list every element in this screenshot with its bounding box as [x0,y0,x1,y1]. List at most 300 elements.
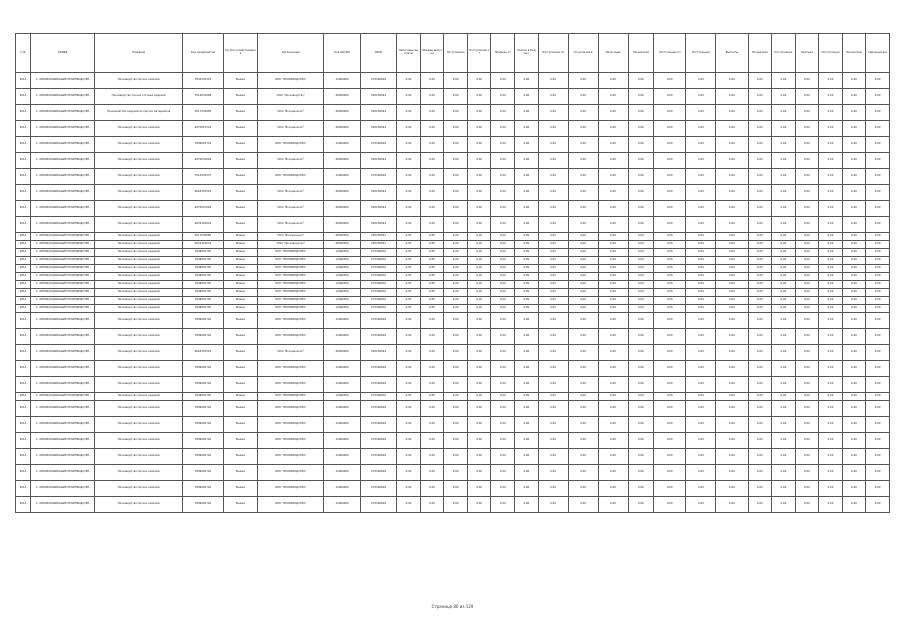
table-cell: 7806002720 [183,313,224,329]
table-cell: 0,00 [842,233,866,241]
table-cell: 0,00 [598,289,628,297]
table-cell: 0,00 [716,153,748,169]
table-cell: 0,00 [654,497,686,513]
table-cell: 0,00 [515,313,539,329]
table-cell: 0,00 [842,273,866,281]
table-row [16,201,890,217]
table-cell: 0,00 [795,217,819,233]
table-cell: 0,00 [842,481,866,497]
table-cell: 0,00 [842,345,866,361]
table-cell: 2016 [16,169,31,185]
table-cell: 0,00 [598,217,628,233]
table-cell: 0,00 [467,89,491,105]
table-cell: 0,00 [515,449,539,465]
table-cell: 0,00 [866,417,890,433]
table-cell: 0,00 [598,257,628,265]
table-cell: 0,00 [598,481,628,497]
table-cell: 0,00 [628,241,654,249]
table-cell: 0,00 [568,361,598,377]
table-cell: С. ОБРАБАТЫВАЮЩИЕ ПРОИЗВОДСТВА [30,217,94,233]
table-cell: 0,00 [397,345,421,361]
table-cell: 0,00 [444,153,468,169]
table-cell: 0,00 [866,305,890,313]
table-cell: ООО "ПРОИЗВОДСТВО" [258,137,324,153]
table-cell: 0,00 [748,273,772,281]
table-cell: Малые [223,185,257,201]
table-cell: Малые [223,329,257,345]
table-cell: ООО "Производство" [258,241,324,249]
table-cell: 0,00 [515,377,539,393]
table-cell: ООО "Воскресенск" [258,217,324,233]
table-cell: ООО "ПРОИЗВОДСТВО" [258,481,324,497]
table-cell: 0,00 [866,465,890,481]
column-header: Показатели [748,34,772,73]
table-cell: 0,00 [866,433,890,449]
table-cell: 0,00 [866,257,890,265]
table-cell: 0,00 [842,377,866,393]
table-cell: 0,00 [420,433,444,449]
table-cell: 0,00 [654,233,686,241]
table-cell: 7806002720 [183,377,224,393]
page-footer: Страница 80 из 129 [431,604,474,609]
table-cell: 0,00 [686,121,716,137]
table-cell: Производство прочих изделий [95,249,183,257]
table-cell: 0,00 [538,241,568,249]
table-cell: 0,00 [491,73,515,89]
table-cell: 0,00 [515,417,539,433]
table-cell: 0,00 [397,393,421,401]
column-header: Организация [258,34,324,73]
table-cell: ООО "ПРОИЗВОДСТВО" [258,281,324,289]
table-cell: 0,00 [772,241,796,249]
table-cell: 0,00 [716,497,748,513]
table-cell: 0,00 [538,297,568,305]
table-cell: Производство прочих изделий [95,465,183,481]
table-cell: 0,00 [491,153,515,169]
table-cell: 7806002720 [183,257,224,265]
table-cell: 0,00 [628,137,654,153]
column-header: Поступления от [467,34,491,73]
table-cell: 0,00 [654,257,686,265]
table-cell: 0,00 [716,217,748,233]
table-cell: 0,00 [491,465,515,481]
table-cell: 0,00 [654,305,686,313]
table-cell: 0,00 [444,273,468,281]
table-cell: 0,00 [538,393,568,401]
table-cell: 574496649 [360,433,396,449]
table-cell: 0,00 [568,305,598,313]
table-cell: 0,00 [686,265,716,273]
table-cell: 14000000 [324,377,360,393]
table-cell: 6664332525 [183,185,224,201]
table-cell: Малые [223,465,257,481]
table-cell: 0,00 [819,297,843,305]
table-cell: 0,00 [538,289,568,297]
table-cell: 0,00 [467,281,491,289]
table-cell: 0,00 [515,137,539,153]
table-cell: 0,00 [686,481,716,497]
table-cell: 0,00 [772,201,796,217]
table-cell: 0,00 [568,217,598,233]
table-cell: 7806002720 [183,449,224,465]
table-cell: 0,00 [444,289,468,297]
table-cell: 0,00 [628,377,654,393]
table-cell: 0,00 [568,465,598,481]
table-cell: 0,00 [491,201,515,217]
table-cell: 0,00 [515,201,539,217]
table-cell: Малые [223,257,257,265]
table-cell: 0,00 [568,169,598,185]
table-cell: 0,00 [444,481,468,497]
table-cell: 2016 [16,305,31,313]
table-cell: 0,00 [748,281,772,289]
table-cell: 505238564 [360,89,396,105]
table-cell: 0,00 [654,313,686,329]
table-row [16,401,890,417]
table-cell: Производство прочих изделий [95,153,183,169]
table-cell: 0,00 [654,265,686,273]
table-cell: 0,00 [686,305,716,313]
table-cell: 14000000 [324,73,360,89]
table-cell: 0,00 [538,281,568,289]
table-cell: 0,00 [568,153,598,169]
table-cell: 0,00 [795,481,819,497]
table-cell: 2016 [16,233,31,241]
table-cell: ООО "Воскресенск" [258,105,324,121]
table-cell: 0,00 [397,201,421,217]
table-cell: 0,00 [716,401,748,417]
table-cell: 0,00 [598,185,628,201]
table-cell: 0,00 [598,241,628,249]
table-cell: 0,00 [795,401,819,417]
table-cell: 0,00 [467,169,491,185]
table-cell: 0,00 [515,185,539,201]
table-cell: 0,00 [716,137,748,153]
table-cell: 0,00 [772,121,796,137]
table-cell: 0,00 [467,329,491,345]
table-cell: 0,00 [397,305,421,313]
table-cell: 0,00 [491,169,515,185]
table-cell: 14000000 [324,169,360,185]
table-cell: 0,00 [819,137,843,153]
table-cell: 0,00 [420,289,444,297]
table-cell: 574496649 [360,169,396,185]
table-cell: 0,00 [628,361,654,377]
table-cell: Производство прочих изделий [95,329,183,345]
table-cell: 5017232685 [183,105,224,121]
table-cell: 0,00 [467,265,491,273]
table-cell: Производство прочих изделий [95,265,183,273]
table-cell: 14000000 [324,481,360,497]
table-cell: 46000000 [324,185,360,201]
table-cell: 0,00 [686,281,716,289]
table-cell: 0,00 [444,393,468,401]
table-cell: 0,00 [866,401,890,417]
table-cell: 0,00 [628,169,654,185]
table-cell: 0,00 [795,361,819,377]
table-cell: 0,00 [420,257,444,265]
column-header: ОКВЭД [30,34,94,73]
table-cell: 0,00 [515,297,539,305]
table-cell: 0,00 [795,249,819,257]
table-cell: 0,00 [515,281,539,289]
table-cell: С. ОБРАБАТЫВАЮЩИЕ ПРОИЗВОДСТВА [30,233,94,241]
table-cell: 0,00 [444,345,468,361]
table-cell: 0,00 [628,281,654,289]
table-cell: 0,00 [819,481,843,497]
table-cell: 0,00 [866,169,890,185]
table-cell: 0,00 [866,201,890,217]
table-cell: 574496649 [360,393,396,401]
table-cell: Малые [223,297,257,305]
table-cell: 0,00 [795,305,819,313]
table-cell: Малые [223,169,257,185]
table-cell: 0,00 [444,265,468,273]
table-cell: 0,00 [628,449,654,465]
table-cell: 0,00 [686,89,716,105]
table-cell: 6670047524 [183,121,224,137]
table-cell: С. ОБРАБАТЫВАЮЩИЕ ПРОИЗВОДСТВА [30,137,94,153]
table-cell: Малые [223,433,257,449]
table-cell: 6654342616 [183,217,224,233]
table-cell: Малые [223,89,257,105]
table-cell: Производство прочих изделий [95,433,183,449]
table-cell: 0,00 [467,313,491,329]
table-cell: 0,00 [772,73,796,89]
table-row [16,185,890,201]
table-cell: 505238564 [360,345,396,361]
table-cell: 0,00 [654,465,686,481]
table-cell: 0,00 [772,329,796,345]
table-cell: 0,00 [420,273,444,281]
table-cell: 0,00 [598,121,628,137]
table-cell: 0,00 [795,449,819,465]
table-cell: 0,00 [538,497,568,513]
table-cell: 0,00 [842,241,866,249]
table-cell: Производство изделий из прочих материалов [95,105,183,121]
table-cell: Производство прочих изделий [95,393,183,401]
table-cell: 574496649 [360,313,396,329]
table-cell: Производство прочих изделий [95,241,183,249]
table-cell: Производство прочих изделий [95,345,183,361]
table-cell: 0,00 [748,73,772,89]
table-cell: 0,00 [598,153,628,169]
table-cell: 0,00 [568,233,598,241]
table-cell: 14000000 [324,433,360,449]
table-cell: 0,00 [772,289,796,297]
table-cell: 0,00 [420,89,444,105]
table-row [16,249,890,257]
table-cell: 7806002720 [183,401,224,417]
table-cell: 0,00 [795,345,819,361]
table-cell: С. ОБРАБАТЫВАЮЩИЕ ПРОИЗВОДСТВА [30,433,94,449]
table-cell: 0,00 [686,249,716,257]
table-cell: Производство прочих готовых изделий [95,89,183,105]
table-cell: 0,00 [420,169,444,185]
table-cell: 0,00 [444,281,468,289]
table-cell: 6670032604 [183,153,224,169]
table-cell: 0,00 [397,233,421,241]
table-cell: 0,00 [568,105,598,121]
table-cell: 0,00 [491,345,515,361]
table-cell: Производство прочих изделий [95,313,183,329]
table-cell: Производство прочих изделий [95,233,183,241]
table-cell: 0,00 [420,465,444,481]
table-cell: 46000000 [324,233,360,241]
table-cell: 7806002720 [183,305,224,313]
table-row [16,121,890,137]
table-cell: 0,00 [716,105,748,121]
table-cell: 0,00 [866,289,890,297]
table-cell: 2016 [16,137,31,153]
table-cell: С. ОБРАБАТЫВАЮЩИЕ ПРОИЗВОДСТВА [30,449,94,465]
table-row [16,305,890,313]
table-cell: 0,00 [716,305,748,313]
table-cell: 0,00 [568,281,598,289]
table-cell: 46000000 [324,121,360,137]
table-cell: 7806002720 [183,433,224,449]
table-cell: 0,00 [444,233,468,241]
table-cell: 0,00 [748,257,772,265]
table-cell: Малые [223,217,257,233]
table-cell: 0,00 [568,289,598,297]
table-cell: 14000000 [324,329,360,345]
table-cell: 0,00 [795,393,819,401]
table-cell: 0,00 [491,393,515,401]
table-cell: 0,00 [795,169,819,185]
table-cell: 0,00 [598,89,628,105]
table-cell: 0,00 [819,241,843,249]
table-cell: ООО "ПРОИЗВОДСТВО" [258,249,324,257]
table-cell: 0,00 [748,361,772,377]
table-cell: 0,00 [654,169,686,185]
table-cell: 0,00 [686,169,716,185]
table-cell: ООО "Воскресенск" [258,233,324,241]
table-cell: С. ОБРАБАТЫВАЮЩИЕ ПРОИЗВОДСТВА [30,393,94,401]
table-cell: 0,00 [568,297,598,305]
table-cell: 0,00 [568,201,598,217]
table-cell: 0,00 [654,345,686,361]
table-cell: Производство прочих изделий [95,73,183,89]
table-cell: С. ОБРАБАТЫВАЮЩИЕ ПРОИЗВОДСТВА [30,249,94,257]
table-cell: Малые [223,401,257,417]
table-cell: Малые [223,481,257,497]
table-row [16,217,890,233]
table-cell: 0,00 [819,281,843,289]
table-cell: 0,00 [795,297,819,305]
table-cell: 0,00 [866,217,890,233]
table-cell: С. ОБРАБАТЫВАЮЩИЕ ПРОИЗВОДСТВА [30,121,94,137]
table-cell: 0,00 [444,433,468,449]
table-cell: 0,00 [819,345,843,361]
table-cell: 0,00 [628,481,654,497]
table-cell: 0,00 [716,289,748,297]
table-cell: ООО "Производство" [258,89,324,105]
table-body [16,73,890,513]
table-cell: 0,00 [866,361,890,377]
table-cell: 505238564 [360,153,396,169]
table-cell: 0,00 [420,233,444,241]
table-cell: 0,00 [772,313,796,329]
table-cell: 0,00 [716,201,748,217]
table-cell: 0,00 [795,289,819,297]
table-cell: 0,00 [842,289,866,297]
table-cell: 0,00 [628,217,654,233]
table-cell: 0,00 [598,433,628,449]
table-cell: 505238564 [360,217,396,233]
table-row [16,297,890,305]
table-cell: Производство прочих изделий [95,297,183,305]
table-row [16,257,890,265]
table-cell: 0,00 [772,465,796,481]
table-cell: 0,00 [491,497,515,513]
table-cell: 0,00 [654,73,686,89]
table-cell: 0,00 [686,73,716,89]
table-cell: 0,00 [654,241,686,249]
table-cell: 2016 [16,417,31,433]
table-cell: 0,00 [444,137,468,153]
table-cell: 0,00 [420,153,444,169]
table-cell: 0,00 [568,433,598,449]
table-cell: 0,00 [748,345,772,361]
table-cell: 0,00 [628,401,654,417]
table-cell: 0,00 [598,305,628,313]
table-cell: 0,00 [628,273,654,281]
table-cell: 0,00 [491,297,515,305]
table-cell: 0,00 [716,433,748,449]
table-cell: 0,00 [538,465,568,481]
table-row [16,417,890,433]
table-cell: 505238564 [360,201,396,217]
table-cell: 0,00 [397,185,421,201]
table-cell: 0,00 [628,257,654,265]
table-row [16,497,890,513]
table-cell: 0,00 [716,297,748,305]
table-cell: Производство прочих изделий [95,305,183,313]
table-cell: 2016 [16,153,31,169]
table-cell: Производство прочих изделий [95,449,183,465]
table-cell: 0,00 [568,345,598,361]
table-cell: 2016 [16,241,31,249]
table-cell: 0,00 [819,497,843,513]
table-cell: С. ОБРАБАТЫВАЮЩИЕ ПРОИЗВОДСТВА [30,329,94,345]
table-cell: 0,00 [538,273,568,281]
table-row [16,289,890,297]
table-cell: ООО "ПРОИЗВОДСТВО" [258,393,324,401]
table-cell: 14000000 [324,297,360,305]
table-cell: 0,00 [654,481,686,497]
table-cell: Производство прочих изделий [95,137,183,153]
table-row [16,73,890,89]
table-cell: С. ОБРАБАТЫВАЮЩИЕ ПРОИЗВОДСТВА [30,201,94,217]
table-cell: 0,00 [795,121,819,137]
table-cell: 0,00 [515,265,539,273]
table-cell: 0,00 [866,265,890,273]
table-cell: 0,00 [772,265,796,273]
table-cell: 0,00 [686,401,716,417]
table-cell: 0,00 [772,345,796,361]
table-cell: 0,00 [819,433,843,449]
table-cell: 7806002720 [183,265,224,273]
table-cell: С. ОБРАБАТЫВАЮЩИЕ ПРОИЗВОДСТВА [30,241,94,249]
table-cell: 0,00 [491,121,515,137]
table-cell: 0,00 [538,153,568,169]
table-cell: 0,00 [515,73,539,89]
table-cell: 0,00 [538,89,568,105]
table-cell: ООО "ПРОИЗВОДСТВО" [258,377,324,393]
table-cell: 0,00 [420,297,444,305]
table-cell: 0,00 [538,433,568,449]
